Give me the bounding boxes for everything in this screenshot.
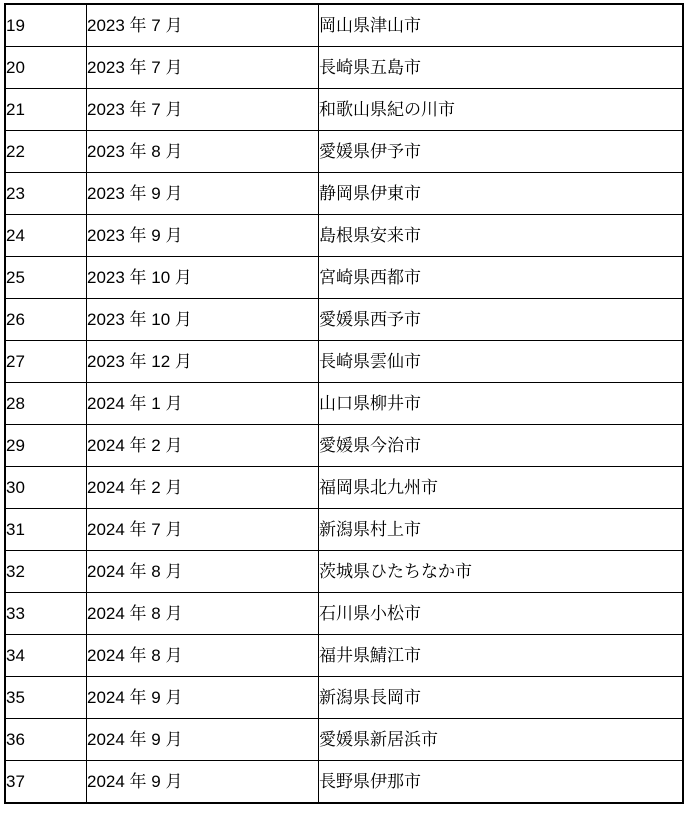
date-cell: 2023 年 10 月 [87,257,319,299]
table-row [5,299,683,341]
row-number-cell: 20 [5,47,87,89]
row-number-cell: 34 [5,635,87,677]
date-cell: 2024 年 9 月 [87,761,319,804]
date-cell: 2023 年 7 月 [87,89,319,131]
table-row [5,509,683,551]
date-cell: 2023 年 10 月 [87,299,319,341]
date-cell: 2023 年 7 月 [87,47,319,89]
municipality-cell: 長崎県雲仙市 [319,341,684,383]
municipality-cell: 愛媛県伊予市 [319,131,684,173]
municipality-cell: 愛媛県西予市 [319,299,684,341]
row-number-cell: 28 [5,383,87,425]
table-row [5,383,683,425]
table-row [5,761,683,804]
municipality-cell: 長崎県五島市 [319,47,684,89]
row-number-cell: 27 [5,341,87,383]
row-number-cell: 24 [5,215,87,257]
table-row [5,257,683,299]
municipality-cell: 石川県小松市 [319,593,684,635]
row-number-cell: 31 [5,509,87,551]
row-number-cell: 35 [5,677,87,719]
table-row [5,467,683,509]
date-cell: 2024 年 1 月 [87,383,319,425]
municipality-table-body [5,4,683,803]
municipality-cell: 愛媛県今治市 [319,425,684,467]
municipality-cell: 岡山県津山市 [319,4,684,47]
municipality-cell: 福岡県北九州市 [319,467,684,509]
municipality-cell: 和歌山県紀の川市 [319,89,684,131]
table-row [5,341,683,383]
municipality-cell: 愛媛県新居浜市 [319,719,684,761]
row-number-cell: 32 [5,551,87,593]
table-row [5,47,683,89]
date-cell: 2024 年 2 月 [87,467,319,509]
municipality-table [4,3,684,804]
row-number-cell: 36 [5,719,87,761]
row-number-cell: 25 [5,257,87,299]
row-number-cell: 33 [5,593,87,635]
municipality-cell: 福井県鯖江市 [319,635,684,677]
date-cell: 2024 年 8 月 [87,593,319,635]
municipality-cell: 新潟県村上市 [319,509,684,551]
municipality-cell: 長野県伊那市 [319,761,684,804]
row-number-cell: 22 [5,131,87,173]
table-row [5,551,683,593]
row-number-cell: 19 [5,4,87,47]
table-row [5,719,683,761]
table-row [5,215,683,257]
municipality-cell: 静岡県伊東市 [319,173,684,215]
table-row [5,635,683,677]
date-cell: 2024 年 2 月 [87,425,319,467]
row-number-cell: 23 [5,173,87,215]
table-row [5,677,683,719]
date-cell: 2023 年 12 月 [87,341,319,383]
date-cell: 2023 年 8 月 [87,131,319,173]
table-row [5,131,683,173]
date-cell: 2024 年 8 月 [87,551,319,593]
municipality-cell: 山口県柳井市 [319,383,684,425]
row-number-cell: 37 [5,761,87,804]
date-cell: 2024 年 9 月 [87,677,319,719]
row-number-cell: 29 [5,425,87,467]
table-row [5,4,683,47]
row-number-cell: 26 [5,299,87,341]
table-row [5,173,683,215]
municipality-cell: 新潟県長岡市 [319,677,684,719]
date-cell: 2023 年 9 月 [87,215,319,257]
date-cell: 2024 年 7 月 [87,509,319,551]
table-row [5,593,683,635]
municipality-cell: 茨城県ひたちなか市 [319,551,684,593]
table-row [5,425,683,467]
municipality-cell: 宮崎県西都市 [319,257,684,299]
date-cell: 2023 年 7 月 [87,4,319,47]
date-cell: 2023 年 9 月 [87,173,319,215]
row-number-cell: 30 [5,467,87,509]
table-row [5,89,683,131]
date-cell: 2024 年 8 月 [87,635,319,677]
date-cell: 2024 年 9 月 [87,719,319,761]
row-number-cell: 21 [5,89,87,131]
municipality-cell: 島根県安来市 [319,215,684,257]
